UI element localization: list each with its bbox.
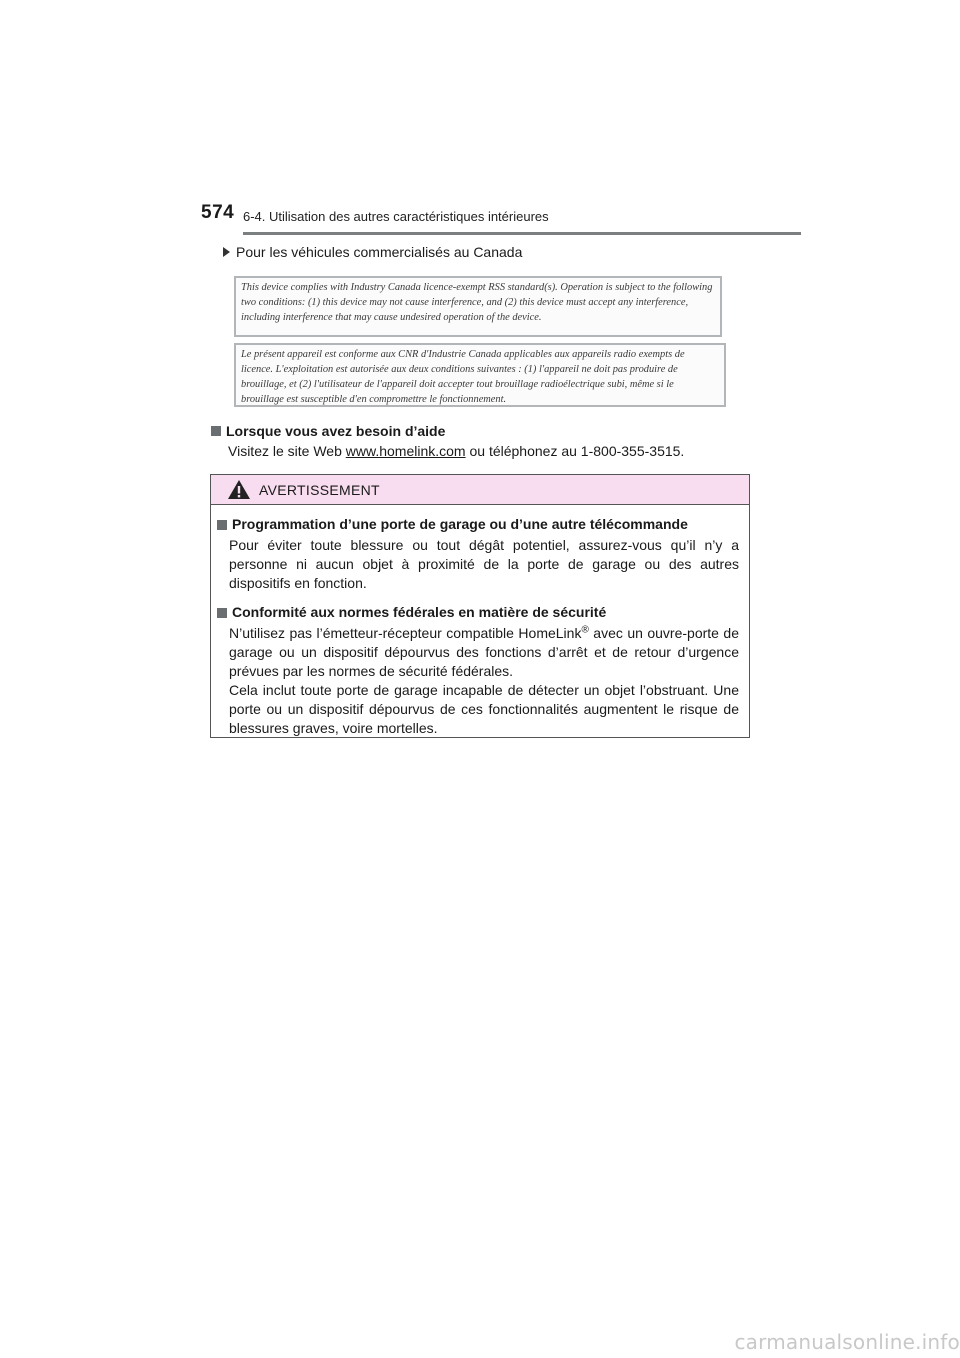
- help-heading-text: Lorsque vous avez besoin d’aide: [226, 423, 446, 439]
- canada-subheading: [223, 244, 522, 260]
- warning-item-1-title: Programmation d’une porte de garage ou d’une autre télécommande: [232, 516, 688, 532]
- warning-triangle-icon: [227, 479, 251, 500]
- warning-item-2-text-c: Cela inclut toute porte de garage incapable de détecter un objet l’obstruant. Une porte ou un dispositif dépourvus de ces fonctionnalités augmentent le risque de blessures graves, voire mortelles.: [229, 682, 739, 736]
- square-bullet-icon: [217, 520, 227, 530]
- notice-french: Le présent appareil est conforme aux CNR d'Industrie Canada applicables aux appareils radio exempts de licence. L'exploitation est autorisée aux deux conditions suivantes : (1) l'appareil ne doit pas produire de brouillage, et (2) l'utilisateur de l'appareil doit accepter tout brouillage radioélectrique subi, même si le brouillage est susceptible d'en compromettre le fonctionnement.: [234, 343, 726, 407]
- help-heading: [211, 423, 445, 439]
- triangle-right-icon: [223, 247, 230, 257]
- warning-item-2-heading: [217, 603, 739, 622]
- notice-english: This device complies with Industry Canada licence-exempt RSS standard(s). Operation is subject to the following two conditions: (1) this device may not cause interference, and (2) this device must accept any interference, including interference that may cause undesired operation of the device.: [234, 276, 722, 337]
- warning-item-2-text-b: avec un ouvre-porte de garage ou un dispositif dépourvus des fonctions d’arrêt et de retour d’urgence prévues par les normes de sécurité fédérales.: [229, 625, 739, 679]
- help-text: [228, 443, 684, 459]
- square-bullet-icon: [217, 608, 227, 618]
- section-title: 6-4. Utilisation des autres caractéristiques intérieures: [243, 209, 549, 224]
- warning-box: [210, 474, 750, 738]
- page-number: 574: [201, 202, 235, 223]
- warning-item-2-title: Conformité aux normes fédérales en matière de sécurité: [232, 604, 607, 620]
- help-text-after: ou téléphonez au 1-800-355-3515.: [465, 443, 685, 459]
- help-text-before: Visitez le site Web: [228, 443, 346, 459]
- watermark: carmanualsonline.info: [734, 1330, 960, 1354]
- warning-item-1-heading: [217, 515, 739, 534]
- square-bullet-icon: [211, 426, 221, 436]
- warning-body: [211, 505, 749, 738]
- warning-item-2-text-a: N’utilisez pas l’émetteur-récepteur compatible HomeLink: [229, 625, 582, 641]
- homelink-link[interactable]: www.homelink.com: [345, 443, 466, 459]
- header-rule: [243, 232, 801, 235]
- registered-mark: ®: [581, 624, 589, 636]
- warning-item-1-text: Pour éviter toute blessure ou tout dégât potentiel, assurez-vous qu’il n’y a personne ni aucun objet à proximité de la porte de garage ou des autres dispositifs en fonction.: [229, 537, 739, 591]
- warning-header: [211, 475, 749, 505]
- warning-item-2-text: [229, 624, 739, 681]
- warning-title: AVERTISSEMENT: [259, 481, 380, 498]
- canada-label: Pour les véhicules commercialisés au Canada: [236, 244, 523, 260]
